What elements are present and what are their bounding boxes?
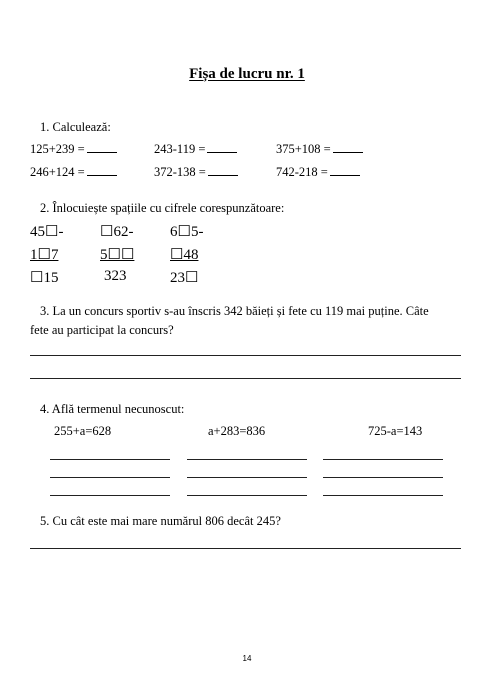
ex4-line-a1 (50, 459, 170, 460)
ex3-answer-line-2 (30, 378, 461, 379)
page-number: 14 (242, 654, 252, 663)
ex2-c2-r1: ☐62- (100, 224, 134, 240)
ex1-heading: 1. Calculează: (40, 120, 111, 134)
ex4-heading: 4. Află termenul necunoscut: (40, 402, 185, 416)
ex2-c3-r2: ☐48 (170, 247, 199, 263)
ex4-line-b1 (187, 459, 307, 460)
ex3-line-1: 3. La un concurs sportiv s-au înscris 342 băieți și fete cu 119 mai puține. Câte (40, 304, 429, 318)
ex4-line-a3 (50, 495, 170, 496)
ex1-calc-3: 375+108 = (276, 141, 363, 157)
ex4-line-c2 (323, 477, 443, 478)
ex4-eq-3: 725-a=143 (368, 424, 423, 438)
ex2-c1-r3: ☐15 (30, 270, 59, 286)
ex5-answer-line (30, 548, 461, 549)
ex4-line-c3 (323, 495, 443, 496)
ex1-calc-5: 372-138 = (154, 164, 238, 180)
ex2-c1-r1: 45☐- (30, 224, 64, 240)
ex4-line-a2 (50, 477, 170, 478)
ex2-heading: 2. Înlocuiește spațiile cu cifrele corespunzătoare: (40, 201, 285, 215)
ex4-eq-2: a+283=836 (208, 424, 266, 438)
ex2-c1-r2: 1☐7 (30, 247, 59, 263)
ex4-line-c1 (323, 459, 443, 460)
ex1-calc-2: 243-119 = (154, 141, 237, 157)
worksheet-title: Fișa de lucru nr. 1 (189, 66, 305, 82)
ex3-line-2: fete au participat la concurs? (30, 323, 174, 337)
ex2-c2-r3: 323 (104, 268, 127, 284)
ex4-line-b2 (187, 477, 307, 478)
ex4-eq-1: 255+a=628 (54, 424, 112, 438)
ex2-c3-r1: 6☐5- (170, 224, 204, 240)
ex1-calc-1: 125+239 = (30, 141, 117, 157)
ex4-line-b3 (187, 495, 307, 496)
ex3-answer-line-1 (30, 355, 461, 356)
ex5-heading: 5. Cu cât este mai mare numărul 806 decât 245? (40, 514, 281, 528)
ex1-calc-4: 246+124 = (30, 164, 117, 180)
ex2-c2-r2: 5☐☐ (100, 247, 135, 263)
ex1-calc-6: 742-218 = (276, 164, 360, 180)
ex2-c3-r3: 23☐ (170, 270, 199, 286)
